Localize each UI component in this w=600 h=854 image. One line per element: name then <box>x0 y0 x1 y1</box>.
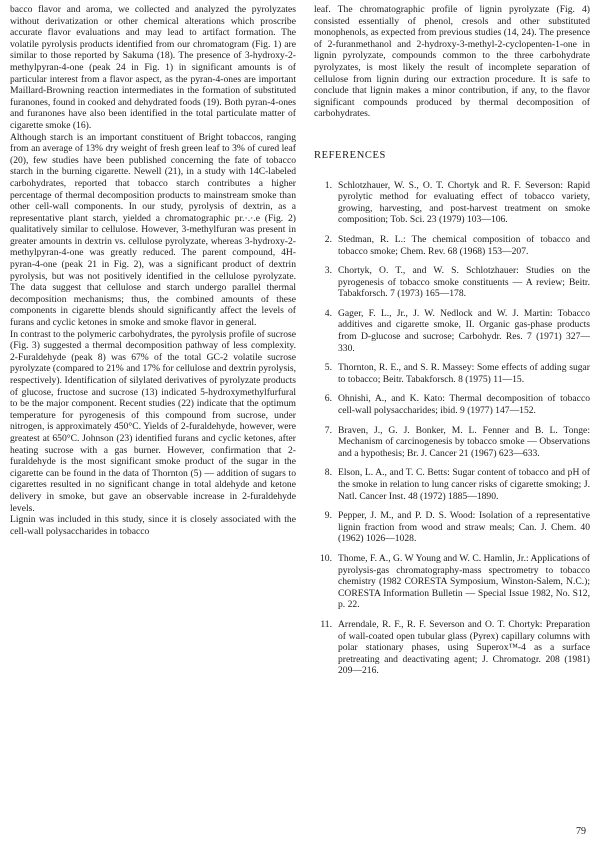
reference-text: Thornton, R. E., and S. R. Massey: Some effects of adding sugar to tobacco; Beitr. Tabakforsch. 8 (1975) 11—15. <box>338 362 590 385</box>
reference-number: 10. <box>320 552 332 564</box>
reference-text: Ohnishi, A., and K. Kato: Thermal decomposition of tobacco cell-wall polysaccharides; ibid. 9 (1977) 147—152. <box>338 393 590 417</box>
body-paragraph: Although starch is an important constituent of Bright tobaccos, ranging from an average of 13% dry weight of fresh green leaf to 3% of cured leaf (20), few studies have been published concerning the fate of tobacco starch in the burning cigarette. Newell (21), in a study with 14C-labeled carbohydrates, reported that tobacco starch contributes a higher percentage of thermal decomposition products to mainstream smoke than other cell-wall components. In our study, pyrolysis of dextrin, as a representative plant starch, yielded a chromatographic pr.·.·.e (Fig. 2) qualitatively similar to cellulose. However, 3-methylfuran was present in greater amounts in dextrin vs. cellulose pyrolyzate, whereas 3-hydroxy-2-methylpyran-4-one was greatly reduced. The parent compound, 4H-pyran-4-one (peak 21 in Fig. 2), was a significant product of dextrin pyrolysis, but was not positively identified in the cellulose pyrolyzate. The data suggest that cellulose and starch undergo parallel thermal decomposition mechanisms; thus, the combined amounts of these components in cigarette blends should significantly affect the levels of furans and cyclic ketones in smoke and smoke flavor in general. <box>10 131 296 329</box>
reference-number: 8. <box>324 467 332 479</box>
reference-item <box>314 467 590 502</box>
reference-text: Gager, F. L., Jr., J. W. Nedlock and W. J. Martin: Tobacco additives and cigarette smoke, II. Organic gas-phase products from D-glucose and sucrose; Carbohydr. Res. 7 (1971) 327—330. <box>338 307 590 354</box>
right-column <box>314 4 590 685</box>
body-paragraph: leaf. The chromatographic profile of lignin pyrolyzate (Fig. 4) consisted essentially of phenol, cresols and other substituted monophenols, as expected from previous studies (14, 24). The presence of 2-furanmethanol and 2-hydroxy-3-methyl-2-cyclopenten-1-one in lignin pyrolyzate, compounds common to the three carbohydrate pyrolyzates, is most likely the result of incomplete separation of cellulose from lignin during our extraction procedure. It is safe to conclude that lignin makes a minor contribution, if any, to the flavor significant compounds produced by thermal decomposition of carbohydrates. <box>314 4 590 120</box>
reference-item <box>314 510 590 545</box>
reference-item <box>314 619 590 677</box>
reference-item <box>314 425 590 460</box>
reference-text: Elson, L. A., and T. C. Betts: Sugar content of tobacco and pH of the smoke in relation to lung cancer risks of cigarette smoking; J. Natl. Cancer Inst. 48 (1972) 1885—1890. <box>338 467 590 502</box>
reference-number: 11. <box>320 618 332 630</box>
reference-item <box>314 308 590 354</box>
reference-item <box>314 393 590 416</box>
reference-item <box>314 362 590 385</box>
reference-text: Schlotzhauer, W. S., O. T. Chortyk and R. F. Severson: Rapid pyrolytic method for evaluating effect of tobacco variety, growing, harvesting, and post-harvest treatment on smoke composition; Tob. Sci. 23 (1979) 103—106. <box>338 179 590 226</box>
body-paragraph: bacco flavor and aroma, we collected and analyzed the pyrolyzates without derivatization or other chemical alterations which proscribe accurate flavor evaluations and may lead to artifact formation. The volatile pyrolysis products identified from our chromatogram (Fig. 1) are similar to those reported by Sakuma (18). The presence of 3-hydroxy-2-methylpyran-4-one (peak 24 in Fig. 1) in significant amounts is of particular interest from a flavor aspect, as the pyran-4-ones are important Maillard-Browning reaction intermediates in the formation of substituted furanones, found in cooked and dehydrated foods (19). Both pyran-4-ones and furanones have also been identified in the total particulate matter of cigarette smoke (16). <box>10 4 296 131</box>
references-heading: REFERENCES <box>314 149 386 161</box>
page-number: 79 <box>576 826 586 837</box>
reference-text: Stedman, R. L.: The chemical composition of tobacco and tobacco smoke; Chem. Rev. 68 (1968) 153—207. <box>338 233 590 257</box>
reference-item <box>314 265 590 300</box>
body-paragraph: Lignin was included in this study, since it is closely associated with the cell-wall polysaccharides in tobacco <box>10 514 296 537</box>
reference-text: Chortyk, O. T., and W. S. Schlotzhauer: Studies on the pyrogenesis of tobacco smoke constituents — A review; Beitr. Tabakforsch. 7 (1973) 165—178. <box>338 265 590 300</box>
reference-number: 1. <box>324 179 332 191</box>
reference-item <box>314 180 590 226</box>
reference-number: 2. <box>324 233 332 245</box>
reference-number: 9. <box>324 510 332 522</box>
reference-text: Braven, J., G. J. Bonker, M. L. Fenner and B. L. Tonge: Mechanism of carcinogenesis by tobacco smoke — Observations and a hypothesis; Br. J. Cancer 21 (1967) 623—633. <box>338 424 590 459</box>
reference-number: 4. <box>324 307 332 319</box>
reference-text: Arrendale, R. F., R. F. Severson and O. T. Chortyk: Preparation of wall-coated open tubular glass (Pyrex) capillary columns with polar stationary phases, using Superox™-4 as a surface pretreating and deactivating agent; J. Chromatogr. 208 (1981) 209—216. <box>338 618 590 677</box>
left-column <box>10 4 296 537</box>
reference-number: 5. <box>324 362 332 374</box>
reference-number: 7. <box>324 424 332 436</box>
reference-item <box>314 553 590 611</box>
reference-list <box>314 180 590 677</box>
reference-number: 3. <box>324 265 332 277</box>
body-paragraph: In contrast to the polymeric carbohydrates, the pyrolysis profile of sucrose (Fig. 3) suggested a thermal decomposition pathway of less complexity. 2-Furaldehyde (peak 8) was 67% of the total GC-2 volatile sucrose pyrolyzate (compared to 21% and 17% for cellulose and dextrin pyrolysis, respectively). Identification of silylated derivatives of pyrolyzate products of glucose, fructose and sucrose (13) indicated 5-hydroxymethylfurfural to be the major component. Recent studies (22) indicate that the optimum temperature for pyrogenesis of this compound from sucrose, under nitrogen, is approximately 450°C. Yields of 2-furaldehyde, however, were greatest at 650°C. Johnson (23) identified furans and cyclic ketones, after heating sucrose with a gas burner. However, confirmation that 2-furaldehyde is the most significant smoke product of the sugar in the cigarette can be found in the data of Thornton (5) — addition of sugars to cigarettes resulted in no significant change in total aldehyde and ketone delivery in smoke, but gave an observable increase in 2-furaldehyde levels. <box>10 328 296 514</box>
reference-text: Thome, F. A., G. W Young and W. C. Hamlin, Jr.: Applications of pyrolysis-gas chromatography-mass spectrometry to tobacco chemistry (1982 CORESTA Symposium, Winston-Salem, N.C.); CORESTA Information Bulletin — Special Issue 1982, No. S12, p. 22. <box>338 552 590 611</box>
reference-number: 6. <box>324 393 332 405</box>
reference-item <box>314 234 590 257</box>
reference-text: Pepper, J. M., and P. D. S. Wood: Isolation of a representative lignin fraction from wood and straw meals; Can. J. Chem. 40 (1962) 1026—1028. <box>338 510 590 545</box>
